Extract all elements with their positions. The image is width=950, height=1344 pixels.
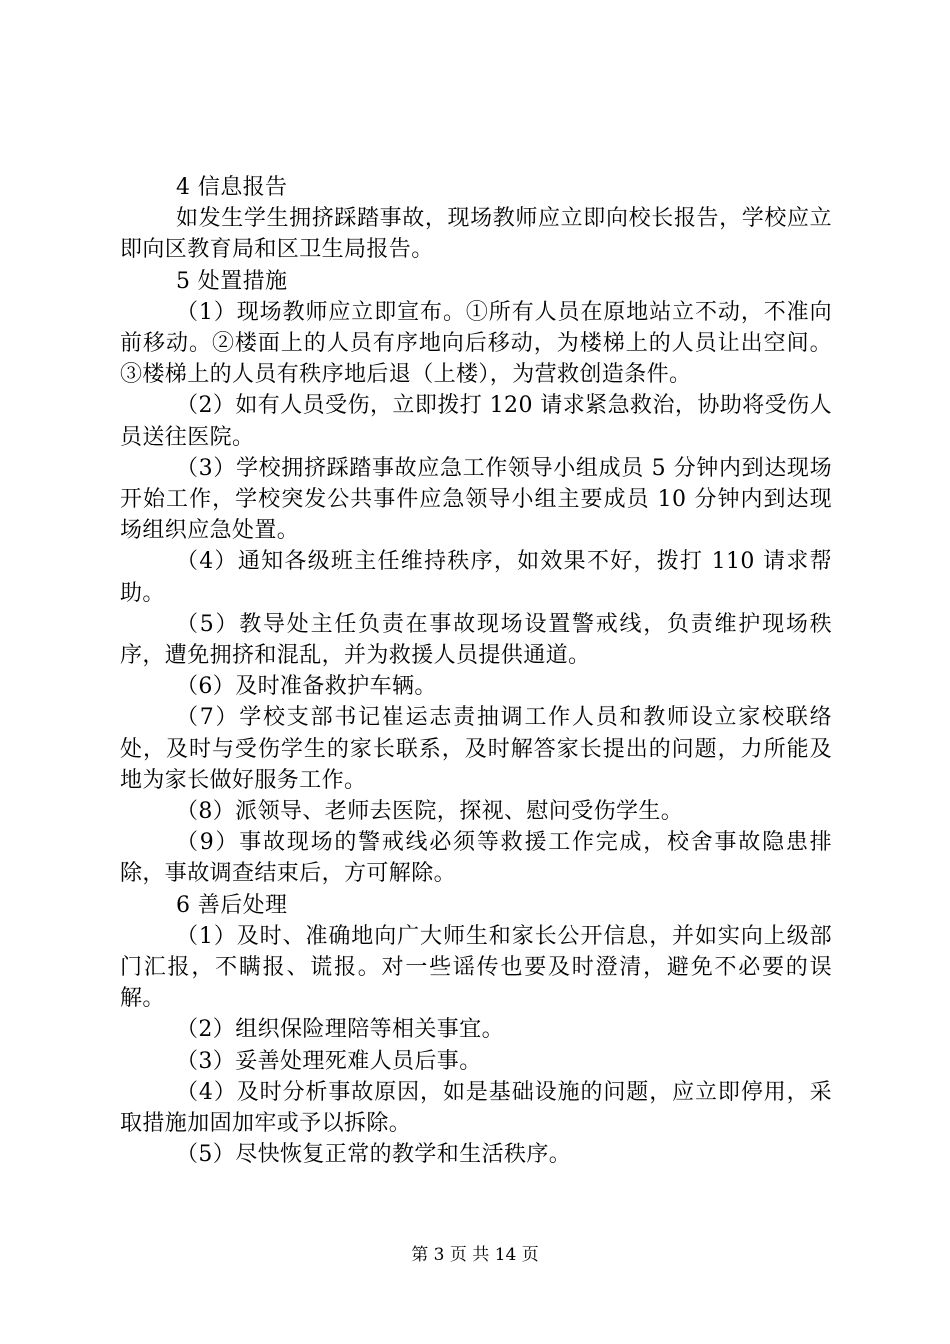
paragraph: （2）组织保险理陪等相关事宜。 [176, 1017, 504, 1043]
paragraph: （4）通知各级班主任维持秩序，如效果不好，拨打 110 请求帮助。 [120, 549, 832, 606]
paragraph: （6）及时准备救护车辆。 [176, 674, 437, 700]
paragraph: （1）及时、准确地向广大师生和家长公开信息，并如实向上级部门汇报，不瞒报、谎报。对一些谣传也要及时澄清，避免不必要的误解。 [120, 923, 832, 1012]
section-heading-aftermath: 6 善后处理 [176, 892, 288, 918]
paragraph: 如发生学生拥挤踩踏事故，现场教师应立即向校长报告，学校应立即向区教育局和区卫生局报告。 [120, 206, 832, 263]
paragraph: （4）及时分析事故原因，如是基础设施的问题，应立即停用，采取措施加固加牢或予以拆除。 [120, 1079, 832, 1137]
section-heading-info-report: 4 信息报告 [176, 175, 288, 200]
paragraph: （3）学校拥挤踩踏事故应急工作领导小组成员 5 分钟内到达现场开始工作，学校突发公共事件应急领导小组主要成员 10 分钟内到达现场组织应急处置。 [120, 455, 832, 544]
paragraph: （7）学校支部书记崔运志责抽调工作人员和教师设立家校联络处，及时与受伤学生的家长联系，及时解答家长提出的问题，力所能及地为家长做好服务工作。 [120, 705, 832, 793]
paragraph: （8）派领导、老师去医院，探视、慰问受伤学生。 [176, 799, 684, 825]
paragraph: （1）现场教师应立即宣布。①所有人员在原地站立不动，不准向前移动。②楼面上的人员有序地向后移动，为楼梯上的人员让出空间。③楼梯上的人员有秩序地后退（上楼），为营救创造条件。 [120, 299, 832, 388]
paragraph: （2）如有人员受伤，立即拨打 120 请求紧急救治，协助将受伤人员送往医院。 [120, 393, 832, 450]
page-number-footer: 第 3 页 共 14 页 [411, 1245, 539, 1265]
paragraph: （5）教导处主任负责在事故现场设置警戒线，负责维护现场秩序，遭免拥挤和混乱，并为救援人员提供通道。 [120, 611, 832, 669]
document-body [120, 172, 832, 1171]
section-heading-measures: 5 处置措施 [176, 268, 288, 294]
paragraph: （5）尽快恢复正常的教学和生活秩序。 [176, 1142, 572, 1168]
paragraph: （9）事故现场的警戒线必须等救援工作完成，校舍事故隐患排除，事故调查结束后，方可解除。 [120, 830, 832, 887]
paragraph: （3）妥善处理死难人员后事。 [176, 1048, 482, 1074]
